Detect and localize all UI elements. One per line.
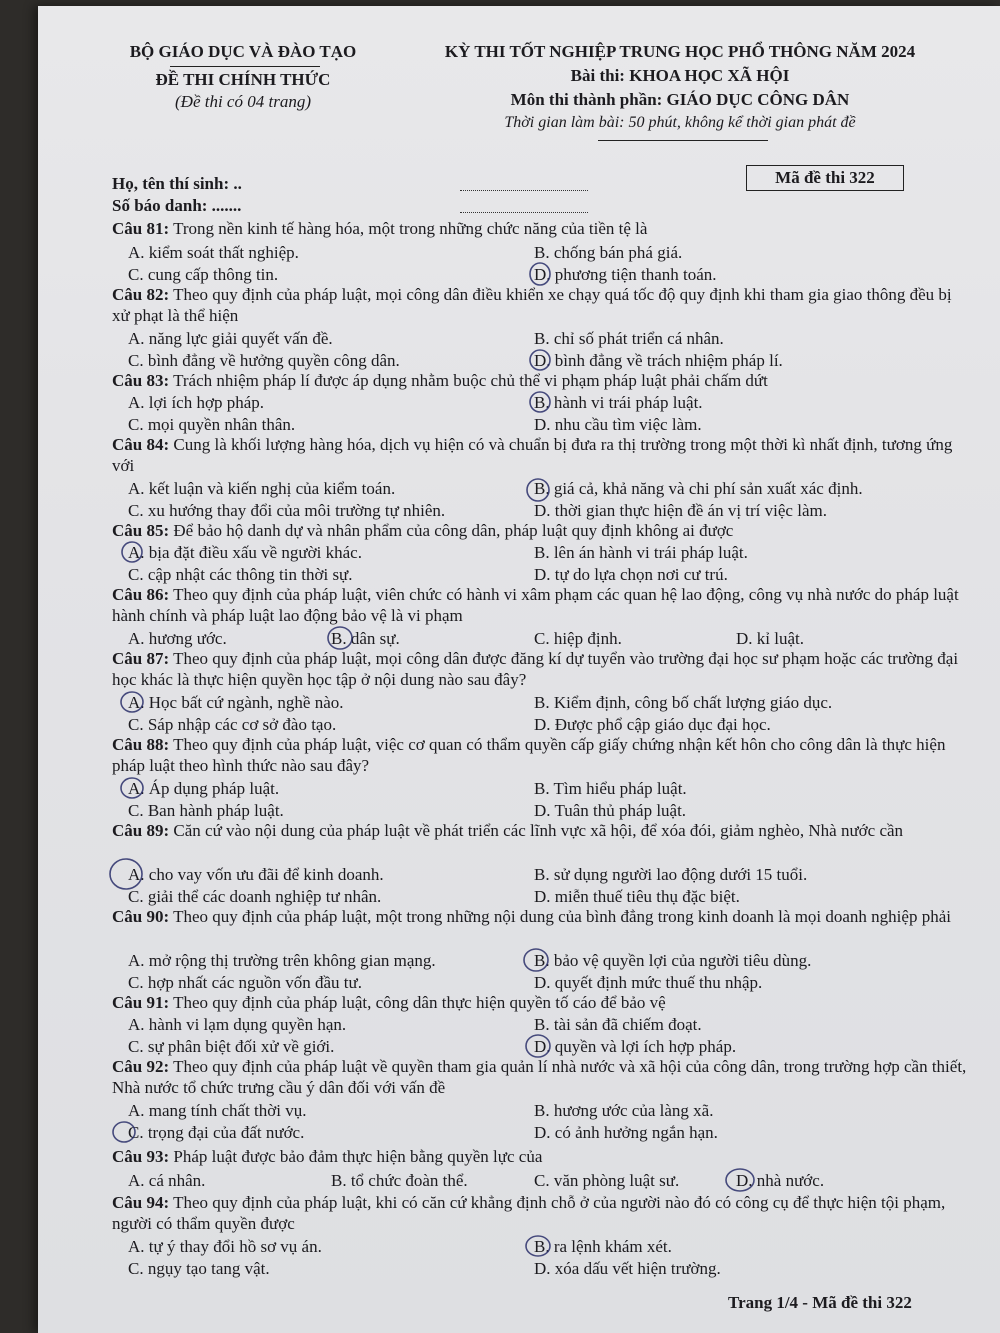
option-b: B. hương ước của làng xã. (534, 1101, 714, 1120)
exam-code-box: Mã đề thi 322 (746, 165, 904, 191)
option-c: C. mọi quyền nhân thân. (128, 415, 296, 434)
question-90 (112, 906, 972, 927)
question-number: Câu 89: (112, 821, 170, 840)
option-c: C. hợp nhất các nguồn vốn đầu tư. (128, 973, 362, 992)
option-c: C. Ban hành pháp luật. (128, 801, 284, 820)
question-number: Câu 90: (112, 907, 170, 926)
id-dotted-line (460, 212, 588, 213)
question-text: Theo quy định của pháp luật, viên chức có hành vi xâm phạm các quan hệ lao động, công vụ nhà nước do pháp luật hành chính và pháp luật lao động bảo vệ là vi phạm (112, 585, 959, 625)
option-c: C. trọng đại của đất nước. (128, 1123, 305, 1142)
question-number: Câu 85: (112, 521, 170, 540)
question-text: Để bảo hộ danh dự và nhân phẩm của công dân, pháp luật quy định không ai được (173, 521, 734, 540)
question-94 (112, 1192, 972, 1234)
question-85 (112, 520, 972, 541)
option-c: C. cập nhật các thông tin thời sự. (128, 565, 353, 584)
ministry-name: BỘ GIÁO DỤC VÀ ĐÀO TẠO (129, 42, 357, 61)
pages-note: (Đề thi có 04 trang) (175, 92, 311, 111)
option-b: B. giá cả, khả năng và chi phí sản xuất xác định. (534, 479, 863, 498)
question-number: Câu 92: (112, 1057, 170, 1076)
question-number: Câu 94: (112, 1193, 170, 1212)
option-d: D. Tuân thủ pháp luật. (534, 801, 687, 820)
option-a: A. cho vay vốn ưu đãi để kinh doanh. (128, 865, 384, 884)
option-a: A. tự ý thay đổi hồ sơ vụ án. (128, 1237, 322, 1256)
question-text: Theo quy định của pháp luật, mọi công dân được đăng kí dự tuyển vào trường đại học sư phạm hoặc các trường đại học khác là thực hiện quyền học tập ở nội dung nào sau đây? (112, 649, 959, 689)
exam-component: Môn thi thành phần: GIÁO DỤC CÔNG DÂN (510, 90, 850, 109)
option-d: D. nhà nước. (736, 1171, 825, 1190)
option-d: D. bình đẳng về trách nhiệm pháp lí. (534, 351, 783, 370)
exam-paper (38, 6, 1000, 1333)
question-text: Theo quy định của pháp luật, khi có căn cứ khẳng định chỗ ở của người nào đó có công cụ để thực hiện tội phạm, người có thẩm quyền được (112, 1193, 946, 1233)
exam-subject: Bài thi: KHOA HỌC XÃ HỘI (570, 66, 790, 85)
option-b: B. tổ chức đoàn thể. (331, 1171, 468, 1190)
question-87 (112, 648, 972, 690)
option-a: A. bịa đặt điều xấu về người khác. (128, 543, 362, 562)
option-c: C. Sáp nhập các cơ sở đào tạo. (128, 715, 337, 734)
name-dotted-line (460, 190, 588, 191)
question-number: Câu 93: (112, 1147, 170, 1166)
option-d: D. nhu cầu tìm việc làm. (534, 415, 702, 434)
option-a: A. hương ước. (128, 629, 227, 648)
question-number: Câu 81: (112, 219, 170, 238)
option-d: D. miễn thuế tiêu thụ đặc biệt. (534, 887, 740, 906)
question-text: Theo quy định của pháp luật về quyền tham gia quản lí nhà nước và xã hội của công dân, trong trường hợp cần thiết, Nhà nước tổ chức trưng cầu ý dân đối với vấn đề (112, 1057, 967, 1097)
option-b: B. bảo vệ quyền lợi của người tiêu dùng. (534, 951, 812, 970)
option-c: C. ngụy tạo tang vật. (128, 1259, 270, 1278)
question-number: Câu 86: (112, 585, 170, 604)
option-a: A. hành vi lạm dụng quyền hạn. (128, 1015, 347, 1034)
option-c: C. giải thể các doanh nghiệp tư nhân. (128, 887, 382, 906)
page-footer: Trang 1/4 - Mã đề thi 322 (728, 1293, 912, 1312)
option-b: B. hành vi trái pháp luật. (534, 393, 703, 412)
option-c: C. văn phòng luật sư. (534, 1171, 680, 1190)
question-number: Câu 88: (112, 735, 170, 754)
option-b: B. ra lệnh khám xét. (534, 1237, 672, 1256)
option-d: D. thời gian thực hiện đề án vị trí việc làm. (534, 501, 827, 520)
option-a: A. Học bất cứ ngành, nghề nào. (128, 693, 344, 712)
question-82 (112, 284, 972, 326)
option-c: C. hiệp định. (534, 629, 622, 648)
question-number: Câu 87: (112, 649, 170, 668)
option-c: C. sự phân biệt đối xử về giới. (128, 1037, 335, 1056)
option-a: A. kiểm soát thất nghiệp. (128, 243, 299, 262)
question-89 (112, 820, 972, 841)
question-text: Trách nhiệm pháp lí được áp dụng nhằm buộc chủ thể vi phạm pháp luật phải chấm dứt (173, 371, 768, 390)
option-a: A. mở rộng thị trường trên không gian mạng. (128, 951, 436, 970)
question-text: Theo quy định của pháp luật, công dân thực hiện quyền tố cáo để bảo vệ (173, 993, 666, 1012)
question-text: Theo quy định của pháp luật, việc cơ quan có thẩm quyền cấp giấy chứng nhận kết hôn cho công dân là thực hiện pháp luật theo hình thức nào sau đây? (112, 735, 946, 775)
time-underline (598, 140, 768, 141)
option-c: C. xu hướng thay đổi của môi trường tự nhiên. (128, 501, 446, 520)
option-a: A. lợi ích hợp pháp. (128, 393, 265, 412)
option-b: B. Tìm hiểu pháp luật. (534, 779, 687, 798)
candidate-name-label: Họ, tên thí sinh: .. (112, 174, 242, 193)
question-91 (112, 992, 972, 1013)
exam-time: Thời gian làm bài: 50 phút, không kể thời gian phát đề (504, 114, 856, 131)
option-b: B. sử dụng người lao động dưới 15 tuổi. (534, 865, 808, 884)
option-d: D. kỉ luật. (736, 629, 804, 648)
question-number: Câu 91: (112, 993, 170, 1012)
option-a: A. kết luận và kiến nghị của kiểm toán. (128, 479, 396, 498)
exam-title: KỲ THI TỐT NGHIỆP TRUNG HỌC PHỔ THÔNG NĂM 2024 (444, 42, 916, 61)
question-number: Câu 84: (112, 435, 170, 454)
question-text: Trong nền kinh tế hàng hóa, một trong những chức năng của tiền tệ là (173, 219, 648, 238)
question-81 (112, 218, 972, 239)
option-d: D. quyết định mức thuế thu nhập. (534, 973, 763, 992)
question-text: Căn cứ vào nội dung của pháp luật về phát triển các lĩnh vực xã hội, để xóa đói, giảm nghèo, Nhà nước cần (173, 821, 904, 840)
option-b: B. Kiểm định, công bố chất lượng giáo dục. (534, 693, 833, 712)
question-88 (112, 734, 972, 776)
option-c: C. bình đẳng về hưởng quyền công dân. (128, 351, 400, 370)
question-number: Câu 82: (112, 285, 170, 304)
option-b: B. dân sự. (331, 629, 400, 648)
option-a: A. mang tính chất thời vụ. (128, 1101, 307, 1120)
option-a: A. năng lực giải quyết vấn đề. (128, 329, 333, 348)
option-d: D. tự do lựa chọn nơi cư trú. (534, 565, 728, 584)
option-d: D. xóa dấu vết hiện trường. (534, 1259, 721, 1278)
option-d: D. Được phổ cập giáo dục đại học. (534, 715, 771, 734)
ministry-underline (170, 66, 320, 67)
option-b: B. chỉ số phát triển cá nhân. (534, 329, 724, 348)
question-number: Câu 83: (112, 371, 170, 390)
option-b: B. tài sản đã chiếm đoạt. (534, 1015, 702, 1034)
option-a: A. cá nhân. (128, 1171, 206, 1190)
option-c: C. cung cấp thông tin. (128, 265, 279, 284)
question-86 (112, 584, 972, 626)
option-d: D. quyền và lợi ích hợp pháp. (534, 1037, 737, 1056)
question-text: Pháp luật được bảo đảm thực hiện bằng quyền lực của (173, 1147, 543, 1166)
question-text: Theo quy định của pháp luật, một trong những nội dung của bình đẳng trong kinh doanh là mọi doanh nghiệp phải (173, 907, 951, 926)
question-text: Theo quy định của pháp luật, mọi công dân điều khiển xe chạy quá tốc độ quy định khi tham gia giao thông đều bị xử phạt là thể hiện (112, 285, 952, 325)
candidate-id-label: Số báo danh: ....... (112, 196, 242, 215)
option-d: D. phương tiện thanh toán. (534, 265, 717, 284)
option-b: B. lên án hành vi trái pháp luật. (534, 543, 748, 562)
option-d: D. có ảnh hưởng ngắn hạn. (534, 1123, 718, 1142)
option-b: B. chống bán phá giá. (534, 243, 683, 262)
question-92 (112, 1056, 972, 1098)
option-a: A. Áp dụng pháp luật. (128, 779, 280, 798)
question-93 (112, 1146, 972, 1167)
question-84 (112, 434, 972, 476)
official-label: ĐỀ THI CHÍNH THỨC (155, 70, 331, 89)
question-text: Cung là khối lượng hàng hóa, dịch vụ hiện có và chuẩn bị đưa ra thị trường trong một thời kì nhất định, tương ứng với (112, 435, 953, 475)
question-83 (112, 370, 972, 391)
